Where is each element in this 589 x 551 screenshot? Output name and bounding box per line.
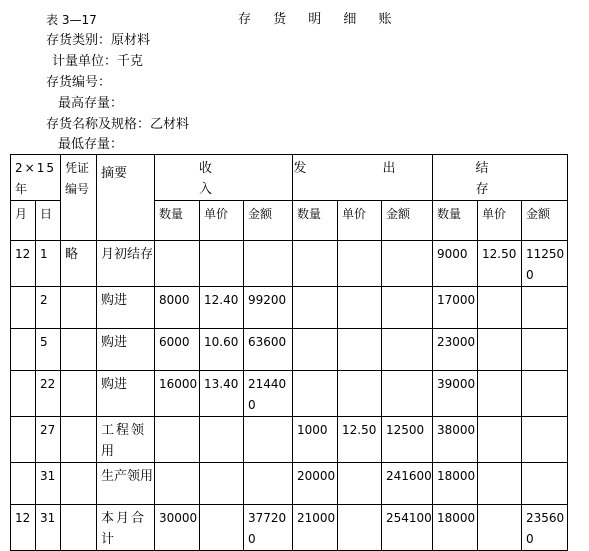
in-price-cell	[200, 241, 244, 287]
month-cell	[11, 463, 36, 505]
day-cell: 2	[36, 287, 61, 329]
bal-amount-cell	[522, 417, 568, 463]
out-qty-cell	[293, 241, 338, 287]
summary-cell: 购进	[97, 287, 155, 329]
table-row	[11, 329, 568, 371]
voucher-cell	[61, 417, 97, 463]
bal-amount-cell	[522, 329, 568, 371]
year-header: 2×15 年	[11, 155, 61, 201]
in-amount-header: 金额	[244, 201, 293, 241]
month-cell: 12	[11, 505, 36, 551]
day-cell: 1	[36, 241, 61, 287]
balance-header: 结 存	[433, 155, 568, 201]
in-amount-cell: 214400	[244, 371, 293, 417]
bal-price-cell	[478, 417, 522, 463]
table-number: 表 3—17	[46, 13, 97, 27]
out-qty-cell: 20000	[293, 463, 338, 505]
out-qty-cell	[293, 329, 338, 371]
bal-amount-cell: 112500	[522, 241, 568, 287]
out-amount-cell: 12500	[382, 417, 433, 463]
month-cell: 12	[11, 241, 36, 287]
bal-qty-cell: 17000	[433, 287, 478, 329]
in-price-cell	[200, 505, 244, 551]
bal-qty-cell: 39000	[433, 371, 478, 417]
issue-header: 发 出	[293, 155, 433, 201]
voucher-cell	[61, 505, 97, 551]
out-amount-cell	[382, 329, 433, 371]
voucher-header: 凭证编号	[61, 155, 97, 241]
summary-header: 摘要	[97, 155, 155, 241]
ledger-title: 存 货 明 细 账	[238, 12, 401, 27]
in-qty-cell: 16000	[155, 371, 200, 417]
summary-cell: 工程领用	[97, 417, 155, 463]
bal-price-cell: 12.50	[478, 241, 522, 287]
out-price-cell	[338, 241, 382, 287]
in-qty-cell	[155, 241, 200, 287]
out-price-header: 单价	[338, 201, 382, 241]
out-amount-cell	[382, 287, 433, 329]
bal-qty-cell: 18000	[433, 463, 478, 505]
bal-amount-header: 金额	[522, 201, 568, 241]
out-qty-cell	[293, 287, 338, 329]
in-qty-cell	[155, 463, 200, 505]
in-qty-cell: 30000	[155, 505, 200, 551]
measurement-unit: 计量单位：千克	[52, 54, 144, 69]
summary-cell: 购进	[97, 371, 155, 417]
month-cell	[11, 329, 36, 371]
voucher-cell	[61, 463, 97, 505]
bal-price-header: 单价	[478, 201, 522, 241]
in-price-cell	[200, 463, 244, 505]
bal-price-cell	[478, 463, 522, 505]
voucher-cell	[61, 329, 97, 371]
bal-amount-cell	[522, 463, 568, 505]
day-cell: 22	[36, 371, 61, 417]
table-row	[11, 417, 568, 463]
bal-price-cell	[478, 371, 522, 417]
out-amount-cell	[382, 371, 433, 417]
bal-amount-cell	[522, 371, 568, 417]
voucher-cell	[61, 287, 97, 329]
bal-amount-cell	[522, 287, 568, 329]
in-amount-cell: 63600	[244, 329, 293, 371]
in-price-cell	[200, 417, 244, 463]
bal-qty-cell: 18000	[433, 505, 478, 551]
out-price-cell	[338, 463, 382, 505]
table-row	[11, 287, 568, 329]
inventory-ledger-table	[10, 154, 568, 551]
out-price-cell	[338, 329, 382, 371]
summary-cell: 月初结存	[97, 241, 155, 287]
bal-qty-header: 数量	[433, 201, 478, 241]
month-header: 月	[11, 201, 36, 241]
table-row	[11, 371, 568, 417]
inventory-code: 存货编号：	[46, 75, 112, 90]
out-price-cell	[338, 505, 382, 551]
bal-amount-cell: 235600	[522, 505, 568, 551]
bal-qty-cell: 23000	[433, 329, 478, 371]
out-price-cell	[338, 287, 382, 329]
summary-cell: 本月合计	[97, 505, 155, 551]
in-amount-cell: 377200	[244, 505, 293, 551]
voucher-cell: 略	[61, 241, 97, 287]
inventory-name-spec: 存货名称及规格：乙材料	[46, 117, 190, 132]
out-qty-cell	[293, 371, 338, 417]
bal-qty-cell: 38000	[433, 417, 478, 463]
in-price-cell: 13.40	[200, 371, 244, 417]
out-price-cell: 12.50	[338, 417, 382, 463]
day-header: 日	[36, 201, 61, 241]
out-qty-cell: 21000	[293, 505, 338, 551]
out-amount-cell	[382, 241, 433, 287]
day-cell: 5	[36, 329, 61, 371]
voucher-cell	[61, 371, 97, 417]
in-qty-header: 数量	[155, 201, 200, 241]
day-cell: 31	[36, 463, 61, 505]
out-amount-header: 金额	[382, 201, 433, 241]
out-amount-cell: 254100	[382, 505, 433, 551]
in-amount-cell	[244, 241, 293, 287]
in-price-cell: 10.60	[200, 329, 244, 371]
min-stock: 最低存量：	[58, 137, 124, 152]
in-price-header: 单价	[200, 201, 244, 241]
table-row	[11, 241, 568, 287]
in-qty-cell: 6000	[155, 329, 200, 371]
month-cell	[11, 417, 36, 463]
day-cell: 31	[36, 505, 61, 551]
in-price-cell: 12.40	[200, 287, 244, 329]
day-cell: 27	[36, 417, 61, 463]
income-header: 收 入	[155, 155, 293, 201]
max-stock: 最高存量：	[58, 96, 124, 111]
in-qty-cell: 8000	[155, 287, 200, 329]
out-price-cell	[338, 371, 382, 417]
bal-qty-cell: 9000	[433, 241, 478, 287]
summary-cell: 生产领用	[97, 463, 155, 505]
in-amount-cell	[244, 417, 293, 463]
table-row	[11, 505, 568, 551]
inventory-category: 存货类别：原材料	[46, 33, 151, 48]
out-amount-cell: 241600	[382, 463, 433, 505]
bal-price-cell	[478, 505, 522, 551]
header-row-top	[11, 155, 568, 201]
month-cell	[11, 371, 36, 417]
in-qty-cell	[155, 417, 200, 463]
in-amount-cell	[244, 463, 293, 505]
summary-cell: 购进	[97, 329, 155, 371]
bal-price-cell	[478, 329, 522, 371]
out-qty-cell: 1000	[293, 417, 338, 463]
month-cell	[11, 287, 36, 329]
bal-price-cell	[478, 287, 522, 329]
table-row	[11, 463, 568, 505]
out-qty-header: 数量	[293, 201, 338, 241]
in-amount-cell: 99200	[244, 287, 293, 329]
